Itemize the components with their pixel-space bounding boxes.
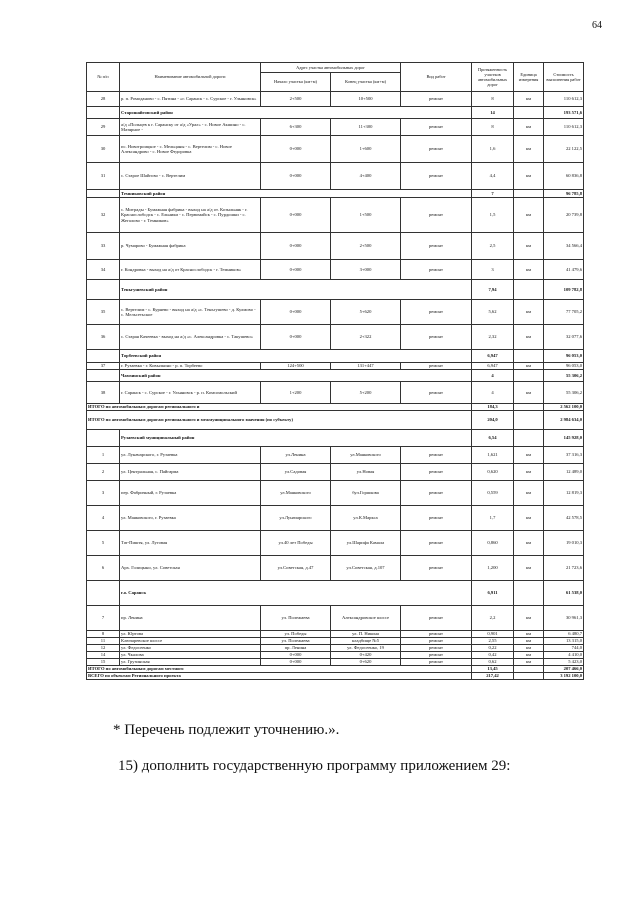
- section-end: ул.Шарифа Камала: [331, 531, 401, 556]
- total-label: ИТОГО по автомобильным дорогам местного: [87, 666, 472, 673]
- length: 4: [472, 382, 514, 404]
- table-row: [87, 363, 584, 370]
- cost: 744,0: [544, 645, 584, 652]
- work-type: ремонт: [401, 531, 472, 556]
- unit: км: [514, 136, 544, 163]
- table-row: [87, 652, 584, 659]
- length: 2,2: [472, 606, 514, 631]
- cost: 34 566,4: [544, 233, 584, 260]
- unit: км: [514, 606, 544, 631]
- row-number: 1: [87, 447, 120, 464]
- row-number: 2: [87, 464, 120, 481]
- row-number: 37: [87, 363, 120, 370]
- total-length: 204,0: [472, 411, 514, 430]
- unit: км: [514, 506, 544, 531]
- table-row: [87, 531, 584, 556]
- section-name: Рузаевский муниципальный район: [120, 430, 472, 447]
- road-name: с. Старая Качеевка - выход на а/д «с. Александровка - с. Такушево»: [120, 325, 261, 350]
- paragraph: 15) дополнить государственную программу приложением 29:: [118, 758, 511, 774]
- work-type: ремонт: [401, 382, 472, 404]
- header-length: Протяженность участков автомобильных дорог: [472, 63, 514, 92]
- page-number: 64: [592, 20, 602, 31]
- section-end: 11+300: [331, 119, 401, 136]
- length: 0,22: [472, 645, 514, 652]
- road-name: ул. Чкалова: [120, 652, 261, 659]
- work-type: ремонт: [401, 260, 472, 280]
- cost: 110 612,3: [544, 119, 584, 136]
- length: 8: [472, 119, 514, 136]
- section-start: 1+200: [261, 382, 331, 404]
- length: 0,62: [472, 659, 514, 666]
- unit-empty: [514, 350, 544, 363]
- section-start: 0+000: [261, 300, 331, 325]
- section-row: [87, 190, 584, 198]
- section-row: [87, 370, 584, 382]
- unit: км: [514, 531, 544, 556]
- work-type: ремонт: [401, 233, 472, 260]
- table-row: [87, 481, 584, 506]
- road-name: Арх. Голицыно, ул. Советская: [120, 556, 261, 581]
- section-length: 6,54: [472, 430, 514, 447]
- road-name: ул. Луначарского, г. Рузаевка: [120, 447, 261, 464]
- unit: км: [514, 382, 544, 404]
- work-type: ремонт: [401, 652, 472, 659]
- length: 3: [472, 260, 514, 280]
- total-label: ИТОГО по автомобильным дорогам регионального и: [87, 404, 472, 411]
- section-start: 0+000: [261, 325, 331, 350]
- length: 0,860: [472, 531, 514, 556]
- length: 0,559: [472, 481, 514, 506]
- work-type: ремонт: [401, 556, 472, 581]
- table-row: [87, 260, 584, 280]
- section-length: 6,947: [472, 350, 514, 363]
- road-name: с. Вертелим - с. Куряево - выход на а/д «с. Теньгушево - д. Кулмово - с. Мельсетьское: [120, 300, 261, 325]
- section-start: 124+500: [261, 363, 331, 370]
- section-start: ул.Садовая: [261, 464, 331, 481]
- section-length: 7: [472, 190, 514, 198]
- total-length: 13,45: [472, 666, 514, 673]
- table-row: [87, 638, 584, 645]
- total-length: 184,3: [472, 404, 514, 411]
- unit: км: [514, 300, 544, 325]
- row-number: 32: [87, 198, 120, 233]
- table-row: [87, 382, 584, 404]
- work-type: ремонт: [401, 136, 472, 163]
- table-row: [87, 300, 584, 325]
- section-row: [87, 430, 584, 447]
- section-start: 0+000: [261, 163, 331, 190]
- cost: 21 723,6: [544, 556, 584, 581]
- section-start: ул. Победы: [261, 631, 331, 638]
- unit-empty: [514, 430, 544, 447]
- unit-empty: [514, 411, 544, 430]
- section-length: 6,911: [472, 581, 514, 606]
- table-row: [87, 506, 584, 531]
- total-row: [87, 666, 584, 673]
- unit-empty: [514, 280, 544, 300]
- unit-empty: [514, 404, 544, 411]
- section-name: Темниковский район: [120, 190, 472, 198]
- length: 5,62: [472, 300, 514, 325]
- length: 2,5: [472, 233, 514, 260]
- row-number-empty: [87, 107, 120, 119]
- cost: 22 122,5: [544, 136, 584, 163]
- table-row: [87, 92, 584, 107]
- total-cost: 3 192 100,0: [544, 673, 584, 680]
- row-number: 35: [87, 300, 120, 325]
- road-name: с. Митрады - Бумажная фабрика - выход на а/д от. Козыльняк - г. Краснослободск - с. Ельники - с. Первомайск - с. Пурдошки - с. Жегалово - г. Темников»: [120, 198, 261, 233]
- section-start: ул.Луначарского: [261, 506, 331, 531]
- section-start: ул.40 лет Победы: [261, 531, 331, 556]
- road-name: а/д «Польцев к г. Саранску от а/д «Урал» - с. Новое Акшино - с. Мазярное -: [120, 119, 261, 136]
- cost: 37 316,3: [544, 447, 584, 464]
- row-number: 29: [87, 119, 120, 136]
- total-row: [87, 404, 584, 411]
- row-number: 34: [87, 260, 120, 280]
- footnote: * Перечень подлежит уточнению.».: [113, 722, 340, 738]
- section-cost: 109 782,8: [544, 280, 584, 300]
- section-end: ул.Новая: [331, 464, 401, 481]
- work-type: ремонт: [401, 198, 472, 233]
- unit: км: [514, 447, 544, 464]
- section-start: 2+500: [261, 92, 331, 107]
- section-end: ул.К.Маркса: [331, 506, 401, 531]
- section-end: бул.Горшкова: [331, 481, 401, 506]
- cost: 32 077,6: [544, 325, 584, 350]
- cost: 5 423,0: [544, 659, 584, 666]
- road-name: ул. Юртова: [120, 631, 261, 638]
- row-number: 15: [87, 659, 120, 666]
- row-number: 36: [87, 325, 120, 350]
- row-number: 31: [87, 163, 120, 190]
- section-start: ул.Советская, д.47: [261, 556, 331, 581]
- cost: 60 836,8: [544, 163, 584, 190]
- work-type: ремонт: [401, 645, 472, 652]
- length: 4,4: [472, 163, 514, 190]
- unit-empty: [514, 190, 544, 198]
- section-cost: 55 306,2: [544, 370, 584, 382]
- section-length: 4: [472, 370, 514, 382]
- table-row: [87, 631, 584, 638]
- section-end: 0+620: [331, 659, 401, 666]
- row-number: 11: [87, 638, 120, 645]
- roads-table: [86, 62, 584, 680]
- section-cost: 96 053,0: [544, 350, 584, 363]
- cost: 110 612,3: [544, 92, 584, 107]
- cost: 42 578,5: [544, 506, 584, 531]
- section-start: 0+000: [261, 198, 331, 233]
- section-end: 3+000: [331, 260, 401, 280]
- section-name: Старошайговский район: [120, 107, 472, 119]
- unit: км: [514, 119, 544, 136]
- work-type: ремонт: [401, 638, 472, 645]
- cost: 12 489,0: [544, 464, 584, 481]
- section-cost: 61 538,0: [544, 581, 584, 606]
- header-unit: Единица измерения: [514, 63, 544, 92]
- road-name: Ключаревское шоссе: [120, 638, 261, 645]
- unit: км: [514, 638, 544, 645]
- unit: км: [514, 260, 544, 280]
- road-name: пр. Ленина: [120, 606, 261, 631]
- road-name: Тат-Пиштя, ул. Луговая: [120, 531, 261, 556]
- unit-empty: [514, 370, 544, 382]
- section-end: кладбище №5: [331, 638, 401, 645]
- road-name: г. Кондровка - выход на а/д от Краснослободск - г. Темников»: [120, 260, 261, 280]
- unit-empty: [514, 673, 544, 680]
- section-start: ул.Ленина: [261, 447, 331, 464]
- section-end: ул. П. Никона: [331, 631, 401, 638]
- table-row: [87, 556, 584, 581]
- section-end: 1+500: [331, 198, 401, 233]
- row-number-empty: [87, 280, 120, 300]
- section-length: 14: [472, 107, 514, 119]
- length: 1,621: [472, 447, 514, 464]
- section-start: ул. Полежаева: [261, 606, 331, 631]
- total-label: ВСЕГО по объектам Регионального проекта: [87, 673, 472, 680]
- row-number: 28: [87, 92, 120, 107]
- road-name: ул. Центральная, с. Пайгарма: [120, 464, 261, 481]
- row-number: 5: [87, 531, 120, 556]
- section-name: Чамзинский район: [120, 370, 472, 382]
- length: 2,55: [472, 638, 514, 645]
- unit: км: [514, 631, 544, 638]
- table-row: [87, 447, 584, 464]
- row-number: 6: [87, 556, 120, 581]
- header-cost: Стоимость выполнения работ: [544, 63, 584, 92]
- unit: км: [514, 645, 544, 652]
- section-end: 4+400: [331, 163, 401, 190]
- cost: 96 053,0: [544, 363, 584, 370]
- section-start: 6+300: [261, 119, 331, 136]
- work-type: ремонт: [401, 363, 472, 370]
- unit: км: [514, 92, 544, 107]
- section-end: Александровское шоссе: [331, 606, 401, 631]
- table-row: [87, 606, 584, 631]
- length: 0,42: [472, 652, 514, 659]
- cost: 41 479,6: [544, 260, 584, 280]
- unit: км: [514, 464, 544, 481]
- header-address: Адрес участка автомобильных дорог: [261, 63, 401, 73]
- row-number-empty: [87, 370, 120, 382]
- work-type: ремонт: [401, 447, 472, 464]
- section-end: 5+620: [331, 300, 401, 325]
- section-row: [87, 107, 584, 119]
- total-cost: 207 466,0: [544, 666, 584, 673]
- section-row: [87, 350, 584, 363]
- table-row: [87, 464, 584, 481]
- road-name: р. Чумарово - Бумажная фабрика: [120, 233, 261, 260]
- section-name: Торбеевский район: [120, 350, 472, 363]
- section-start: 0+000: [261, 136, 331, 163]
- unit: км: [514, 198, 544, 233]
- cost: 55 306,2: [544, 382, 584, 404]
- work-type: ремонт: [401, 606, 472, 631]
- road-name: г. Рузаевка - г. Ковылкино - р. п. Торбеево: [120, 363, 261, 370]
- total-row: [87, 673, 584, 680]
- work-type: ремонт: [401, 506, 472, 531]
- work-type: ремонт: [401, 325, 472, 350]
- length: 1,6: [472, 136, 514, 163]
- total-label: ИТОГО по автомобильным дорогам регионального и межмуниципального значения (по субъекту): [87, 411, 472, 430]
- table-row: [87, 119, 584, 136]
- work-type: ремонт: [401, 163, 472, 190]
- cost: 30 961,3: [544, 606, 584, 631]
- work-type: ремонт: [401, 631, 472, 638]
- row-number-empty: [87, 581, 120, 606]
- road-name: пер. Фабричный, г. Рузаевка: [120, 481, 261, 506]
- unit: км: [514, 325, 544, 350]
- cost: 20 739,8: [544, 198, 584, 233]
- work-type: ремонт: [401, 481, 472, 506]
- table-row: [87, 645, 584, 652]
- section-cost: 96 785,8: [544, 190, 584, 198]
- section-end: 131+447: [331, 363, 401, 370]
- length: 0,620: [472, 464, 514, 481]
- section-start: пр. Ленина: [261, 645, 331, 652]
- cost: 77 705,2: [544, 300, 584, 325]
- section-end: ул. Федосеенко, 19: [331, 645, 401, 652]
- length: 6,947: [472, 363, 514, 370]
- row-number: 38: [87, 382, 120, 404]
- road-name: г. Саранск - с. Сурское - г. Ульяновск - р. п. Комсомольский: [120, 382, 261, 404]
- work-type: ремонт: [401, 464, 472, 481]
- road-name: с. Старое Шайгово - с. Вертелим: [120, 163, 261, 190]
- row-number: 30: [87, 136, 120, 163]
- work-type: ремонт: [401, 300, 472, 325]
- section-cost: 145 928,0: [544, 430, 584, 447]
- section-name: г.о. Саранск: [120, 581, 472, 606]
- section-end: ул.Маяковского: [331, 447, 401, 464]
- unit: км: [514, 481, 544, 506]
- cost: 13 315,0: [544, 638, 584, 645]
- unit: км: [514, 659, 544, 666]
- section-end: 1+600: [331, 136, 401, 163]
- unit: км: [514, 556, 544, 581]
- section-name: Теньгушевский район: [120, 280, 472, 300]
- road-name: р. п. Ромоданово - с. Пятина - «г. Саранск - с. Сурское - г. Ульяновск»: [120, 92, 261, 107]
- section-row: [87, 280, 584, 300]
- road-name: ул. Маяковского, г. Рузаевка: [120, 506, 261, 531]
- table-row: [87, 233, 584, 260]
- unit: км: [514, 163, 544, 190]
- total-row: [87, 411, 584, 430]
- section-end: 0+420: [331, 652, 401, 659]
- length: 1,7: [472, 506, 514, 531]
- header-start: Начало участка (км+м): [261, 73, 331, 92]
- unit-empty: [514, 107, 544, 119]
- section-end: 2+322: [331, 325, 401, 350]
- section-start: 0+000: [261, 233, 331, 260]
- header-num: № п/п: [87, 63, 120, 92]
- work-type: ремонт: [401, 92, 472, 107]
- cost: 4 410,0: [544, 652, 584, 659]
- road-name: пс. Новотроицкое - с. Мельцаны - с. Вертелим - с. Новое Александрово - с. Новое Федоровка: [120, 136, 261, 163]
- road-name: ул. Грузинская: [120, 659, 261, 666]
- section-end: ул.Советская, д.107: [331, 556, 401, 581]
- unit-empty: [514, 666, 544, 673]
- section-end: 2+500: [331, 233, 401, 260]
- table-row: [87, 659, 584, 666]
- row-number: 8: [87, 631, 120, 638]
- header-name: Наименование автомобильной дороги: [120, 63, 261, 92]
- table-row: [87, 136, 584, 163]
- section-length: 7,94: [472, 280, 514, 300]
- row-number: 3: [87, 481, 120, 506]
- unit: км: [514, 233, 544, 260]
- section-start: 0+000: [261, 652, 331, 659]
- row-number: 7: [87, 606, 120, 631]
- cost: 12 819,3: [544, 481, 584, 506]
- row-number: 33: [87, 233, 120, 260]
- row-number: 12: [87, 645, 120, 652]
- section-row: [87, 581, 584, 606]
- table-row: [87, 198, 584, 233]
- cost: 19 010,3: [544, 531, 584, 556]
- unit-empty: [514, 581, 544, 606]
- section-start: 0+000: [261, 659, 331, 666]
- header-work: Вид работ: [401, 63, 472, 92]
- work-type: ремонт: [401, 659, 472, 666]
- section-cost: 193 571,6: [544, 107, 584, 119]
- section-start: 0+000: [261, 260, 331, 280]
- section-start: ул.Маяковского: [261, 481, 331, 506]
- road-name: ул. Федосеенко: [120, 645, 261, 652]
- unit: км: [514, 363, 544, 370]
- cost: 6 480,7: [544, 631, 584, 638]
- section-start: ул. Полежаева: [261, 638, 331, 645]
- total-length: 217,42: [472, 673, 514, 680]
- table-row: [87, 163, 584, 190]
- work-type: ремонт: [401, 119, 472, 136]
- length: 0,901: [472, 631, 514, 638]
- length: 8: [472, 92, 514, 107]
- length: 2,32: [472, 325, 514, 350]
- unit: км: [514, 652, 544, 659]
- row-number: 14: [87, 652, 120, 659]
- row-number-empty: [87, 190, 120, 198]
- total-cost: 2 562 100,0: [544, 404, 584, 411]
- total-cost: 2 984 634,0: [544, 411, 584, 430]
- section-end: 5+200: [331, 382, 401, 404]
- row-number-empty: [87, 430, 120, 447]
- table-body: [87, 92, 584, 680]
- section-end: 10+500: [331, 92, 401, 107]
- length: 1,200: [472, 556, 514, 581]
- row-number-empty: [87, 350, 120, 363]
- table-row: [87, 325, 584, 350]
- length: 1,5: [472, 198, 514, 233]
- row-number: 4: [87, 506, 120, 531]
- header-end: Конец участка (км+м): [331, 73, 401, 92]
